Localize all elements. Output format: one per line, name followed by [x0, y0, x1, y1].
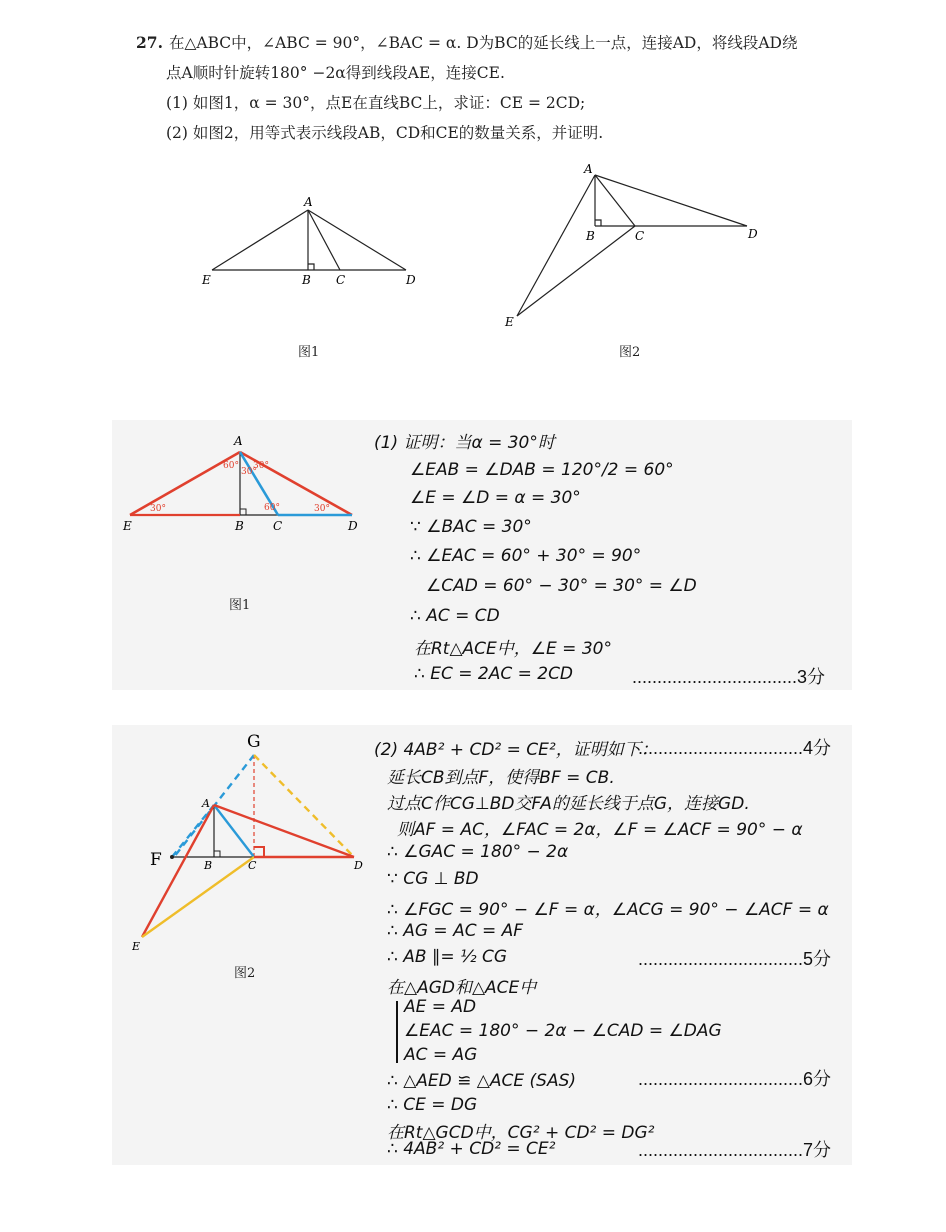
sol2-line-14: ∴ △AED ≌ △ACE (SAS) [387, 1071, 577, 1091]
sol2-line-12: ∠EAC = 180° − 2α − ∠CAD = ∠DAG [404, 1021, 722, 1041]
angle-30-label-1: 30° [241, 467, 257, 477]
sol1-score-text: 3分 [797, 667, 826, 687]
sol1-line-6: ∠CAD = 60° − 30° = 30° = ∠D [426, 576, 697, 596]
label-D: D [354, 859, 363, 872]
label-E: E [202, 273, 211, 287]
label-B: B [204, 859, 213, 872]
sol2-line-4: 则AF = AC，∠FAC = 2α，∠F = ∠ACF = 90° − α [397, 820, 803, 840]
problem-line-1 [136, 28, 836, 58]
sol2-dots-5: ................................. [638, 949, 804, 969]
solution-1-panel [112, 420, 852, 690]
sol2-line-10: 在△AGD和△ACE中 [387, 978, 537, 998]
sol1-line-3: ∠E = ∠D = α = 30° [410, 488, 581, 508]
sol2-line-13: AC = AG [404, 1045, 478, 1065]
sol2-line-9: ∴ AB ∥= ½ CG [387, 947, 507, 967]
fig2-caption: 图2 [619, 345, 641, 360]
sol1-score-3 [632, 663, 825, 689]
label-B: B [586, 229, 595, 243]
label-A: A [584, 162, 593, 176]
right-angle-mark-C [254, 847, 264, 857]
solution-2-fig-caption: 图2 [234, 966, 256, 981]
line-AC [595, 175, 635, 226]
solution-1-figure [120, 430, 370, 540]
label-E: E [123, 519, 132, 533]
line-AE [517, 175, 595, 316]
sol1-line-4: ∵ ∠BAC = 30° [410, 517, 532, 537]
problem-part-2: (2) 如图2，用等式表示线段AB，CD和CE的数量关系，并证明. [166, 124, 604, 142]
right-angle-mark [595, 220, 601, 226]
right-angle-mark-B [214, 851, 220, 857]
label-B: B [302, 273, 311, 287]
sol2-dots-4: ................................. [638, 738, 804, 758]
angle-30-label-4: 30° [314, 504, 330, 514]
label-D: D [348, 519, 358, 533]
problem-statement [136, 28, 836, 148]
solution-2-figure [132, 725, 377, 955]
label-E: E [505, 315, 514, 329]
problem-text-1: 在△ABC中，∠ABC = 90°，∠BAC = α. D为BC的延长线上一点，连接AD，将线段AD绕 [168, 34, 798, 52]
problem-figure-1 [190, 190, 430, 300]
solution-1-fig-caption: 图1 [229, 598, 251, 613]
sol1-line-5: ∴ ∠EAC = 60° + 30° = 90° [410, 546, 642, 566]
sol2-line-6: ∵ CG ⊥ BD [387, 869, 479, 889]
problem-figure-2 [495, 160, 765, 335]
sol2-dots-6: ................................. [638, 1069, 804, 1089]
solution-2-panel [112, 725, 852, 1165]
sol2-line-17: ∴ 4AB² + CD² = CE² [387, 1139, 556, 1159]
label-C: C [248, 859, 257, 872]
right-angle-mark [240, 509, 246, 515]
sol1-line-1: (1) 证明：当α = 30°时 [374, 433, 555, 453]
sol2-line-1: (2) 4AB² + CD² = CE²，证明如下： [374, 740, 658, 760]
sol2-line-8: ∴ AG = AC = AF [387, 921, 524, 941]
right-angle-mark [308, 264, 314, 270]
angle-60-label-2: 60° [264, 503, 280, 513]
line-AD [308, 210, 406, 270]
problem-number: 27. [136, 33, 163, 52]
sol2-line-5: ∴ ∠GAC = 180° − 2α [387, 842, 569, 862]
line-AC [308, 210, 340, 270]
sol2-score-6 [638, 1065, 831, 1091]
angle-30-label-3: 30° [150, 504, 166, 514]
label-A: A [304, 195, 313, 209]
sol2-score-6-text: 6分 [803, 1069, 832, 1089]
angle-30-label-2: 30° [253, 461, 269, 471]
sol2-line-2: 延长CB到点F，使得BF = CB. [387, 768, 615, 788]
problem-part-1: (1) 如图1，α = 30°，点E在直线BC上，求证：CE = 2CD; [166, 94, 586, 112]
label-A: A [234, 434, 243, 448]
sol2-dots-7: ................................. [638, 1140, 804, 1160]
sol2-score-5 [638, 945, 831, 971]
label-D: D [406, 273, 416, 287]
angle-60-label: 60° [223, 461, 239, 471]
label-B: B [235, 519, 244, 533]
label-C: C [336, 273, 346, 287]
line-AD [595, 175, 747, 226]
sol1-line-9: ∴ EC = 2AC = 2CD [414, 664, 574, 684]
label-C: C [273, 519, 283, 533]
sol2-score-5-text: 5分 [803, 949, 832, 969]
problem-line-2: 点A顺时针旋转180° −2α得到线段AE，连接CE. [166, 64, 505, 82]
line-GD-dashed [254, 755, 354, 857]
label-G: G [247, 732, 261, 752]
sol1-line-8: 在Rt△ACE中，∠E = 30° [414, 639, 612, 659]
fig1-caption: 图1 [298, 345, 320, 360]
sol2-score-7-text: 7分 [803, 1140, 832, 1160]
label-C: C [635, 229, 645, 243]
sol2-score-4 [638, 734, 831, 760]
sol1-dots: ................................. [632, 667, 798, 687]
sol2-line-3: 过点C作CG⊥BD交FA的延长线于点G，连接GD. [387, 794, 750, 814]
sol2-score-4-text: 4分 [803, 738, 832, 758]
sol2-line-7: ∴ ∠FGC = 90° − ∠F = α，∠ACG = 90° − ∠ACF = α [387, 900, 829, 920]
sol2-line-16: 在Rt△GCD中，CG² + CD² = DG² [387, 1123, 655, 1143]
sol2-line-15: ∴ CE = DG [387, 1095, 478, 1115]
label-A: A [202, 797, 210, 810]
system-brace [396, 1001, 398, 1063]
sol1-line-7: ∴ AC = CD [410, 606, 500, 626]
sol1-line-2: ∠EAB = ∠DAB = 120°/2 = 60° [410, 460, 674, 480]
sol2-score-7 [638, 1136, 831, 1162]
line-AE [212, 210, 308, 270]
label-E: E [132, 940, 141, 953]
label-D: D [748, 227, 758, 241]
line-EC [517, 226, 635, 316]
label-F: F [150, 850, 162, 870]
point-F [170, 855, 174, 859]
sol2-line-11: AE = AD [404, 997, 477, 1017]
